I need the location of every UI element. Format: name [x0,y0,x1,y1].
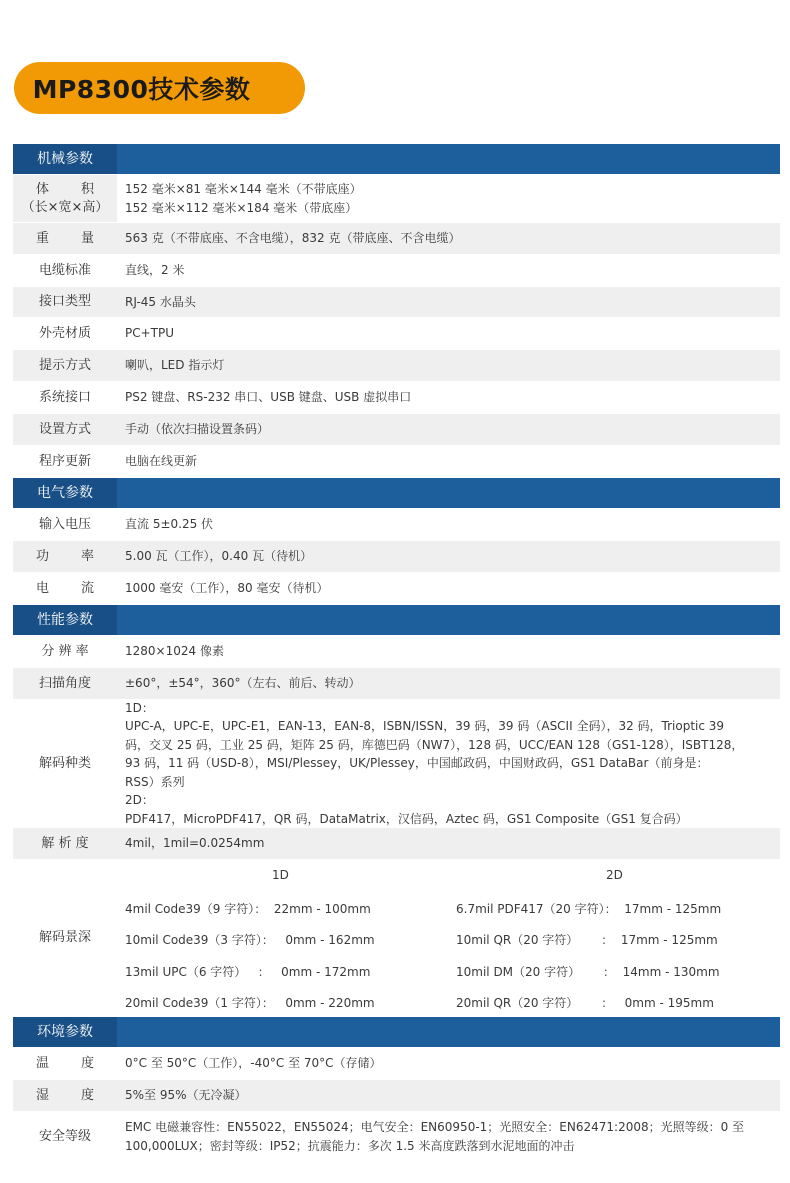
row-label: 度 [80,1087,94,1103]
row-value: 直流 5±0.25 伏 [125,517,214,531]
row-label: 解码景深 [38,930,91,945]
row-cable [13,255,780,287]
symbology-line: 93 码，11 码（USD-8），MSI/Plessey，UK/Plessey，中国邮政码，中国财政码，GS1 DataBar（前身是： [125,756,709,771]
row-value: 1000 毫安（工作），80 毫安（待机） [125,581,329,595]
row-label: 电 [36,580,50,596]
row-label: 系统接口 [38,389,91,405]
section-header-electrical [13,478,780,509]
row-value: 喇叭，LED 指示灯 [125,358,225,372]
row-label: 功 [36,548,50,564]
row-humidity [13,1080,780,1112]
row-volume [13,175,780,223]
section-title: 机械参数 [13,144,117,174]
section-title: 性能参数 [13,605,117,635]
row-power [13,541,780,573]
row-system-interface [13,382,780,414]
row-value: 直线，2 米 [125,263,185,277]
row-value: ±60°，±54°，360°（左右、前后、转动） [125,676,361,690]
row-symbologies [13,700,780,828]
row-indicator [13,350,780,382]
row-angle [13,668,780,700]
row-temperature [13,1048,780,1080]
row-label: 解 析 度 [41,835,89,851]
row-label: 温 [36,1055,50,1071]
symbology-line: RSS）系列 [125,774,185,789]
row-label: 扫描角度 [38,675,91,691]
symbology-line: 码，交叉 25 码，工业 25 码，矩阵 25 码，库德巴码（NW7），128 码，UCC/EAN 128（GS1-128），ISBT128， [125,737,744,752]
row-label: 外壳材质 [38,325,91,341]
row-label: 安全等级 [38,1128,91,1144]
row-value: PC+TPU [125,326,175,340]
row-label: 输入电压 [38,516,91,532]
depth-item-2d: 10mil QR（20 字符） ： 17mm - 125mm [456,933,718,947]
row-label: 设置方式 [38,421,91,437]
depth-header-1d: 1D [272,868,289,882]
row-label: 程序更新 [38,453,91,469]
section-header-mechanical [13,144,780,175]
row-label: 湿 [36,1087,50,1103]
row-label: 体 [36,181,50,197]
row-value: 1280×1024 像素 [125,644,224,658]
row-current [13,573,780,605]
row-value: 4mil，1mil=0.0254mm [125,836,265,850]
row-safety [13,1112,780,1162]
row-label: 率 [80,548,94,564]
depth-header-2d: 2D [606,868,623,882]
symbology-line: 2D： [125,793,154,808]
row-depth-of-field [13,860,780,1017]
row-label: 分 辨 率 [41,643,89,659]
row-label: 度 [80,1055,94,1071]
spec-table [13,144,780,1162]
symbology-line: PDF417，MicroPDF417，QR 码，DataMatrix，汉信码，Aztec 码，GS1 Composite（GS1 复合码） [125,811,688,826]
row-label: 重 [36,230,50,246]
safety-line: EMC 电磁兼容性：EN55022，EN55024；电气安全：EN60950-1；光照安全：EN62471:2008；光照等级：0 至 [125,1119,745,1134]
symbology-line: 1D： [125,700,154,715]
row-setup [13,414,780,446]
depth-item-2d: 6.7mil PDF417（20 字符）： 17mm - 125mm [456,902,722,916]
row-housing [13,318,780,350]
row-value: 手动（依次扫描设置条码） [125,422,270,436]
row-value: PS2 键盘、RS-232 串口、USB 键盘、USB 虚拟串口 [125,390,412,404]
page-title: MP8300技术参数 [32,75,251,104]
row-label: 流 [80,580,94,596]
row-voltage [13,509,780,541]
section-header-performance [13,605,780,636]
row-value: 152 毫米×81 毫米×144 毫米（不带底座） [125,181,362,196]
depth-item-1d: 20mil Code39（1 字符）： 0mm - 220mm [125,996,375,1010]
section-title: 环境参数 [13,1017,117,1047]
row-value: RJ-45 水晶头 [125,294,196,309]
depth-item-1d: 4mil Code39（9 字符）： 22mm - 100mm [125,902,371,916]
section-title: 电气参数 [13,478,117,508]
row-label: 量 [80,230,94,246]
title-banner [14,62,305,114]
safety-line: 100,000LUX；密封等级：IP52；抗震能力：多次 1.5 米高度跌落到水泥地面的冲击 [125,1138,575,1153]
row-label-sub: （长×宽×高） [21,199,109,215]
row-value: 563 克（不带底座、不含电缆），832 克（带底座、不含电缆） [125,231,461,245]
row-label: 解码种类 [38,755,91,771]
depth-item-1d: 13mil UPC（6 字符） ： 0mm - 172mm [125,965,371,979]
row-value: 152 毫米×112 毫米×184 毫米（带底座） [125,200,358,215]
row-label: 接口类型 [38,294,91,309]
row-precision [13,828,780,860]
row-update [13,446,780,478]
section-header-environment [13,1017,780,1048]
row-weight [13,223,780,255]
row-label: 提示方式 [38,357,91,373]
row-value: 5.00 瓦（工作），0.40 瓦（待机） [125,549,313,563]
depth-item-2d: 10mil DM（20 字符） ： 14mm - 130mm [456,965,720,979]
row-label: 电缆标准 [38,262,91,278]
row-label: 积 [80,181,94,197]
row-interface-type [13,287,780,318]
row-value: 0°C 至 50°C（工作），-40°C 至 70°C（存储） [125,1056,382,1070]
row-value: 电脑在线更新 [125,454,198,468]
symbology-line: UPC-A，UPC-E，UPC-E1，EAN-13，EAN-8，ISBN/ISSN，39 码，39 码（ASCII 全码），32 码，Trioptic 39 [125,719,725,734]
depth-item-2d: 20mil QR（20 字符） ： 0mm - 195mm [456,996,714,1010]
row-value: 5%至 95%（无冷凝） [125,1088,247,1102]
depth-item-1d: 10mil Code39（3 字符）： 0mm - 162mm [125,933,375,947]
row-resolution [13,636,780,668]
